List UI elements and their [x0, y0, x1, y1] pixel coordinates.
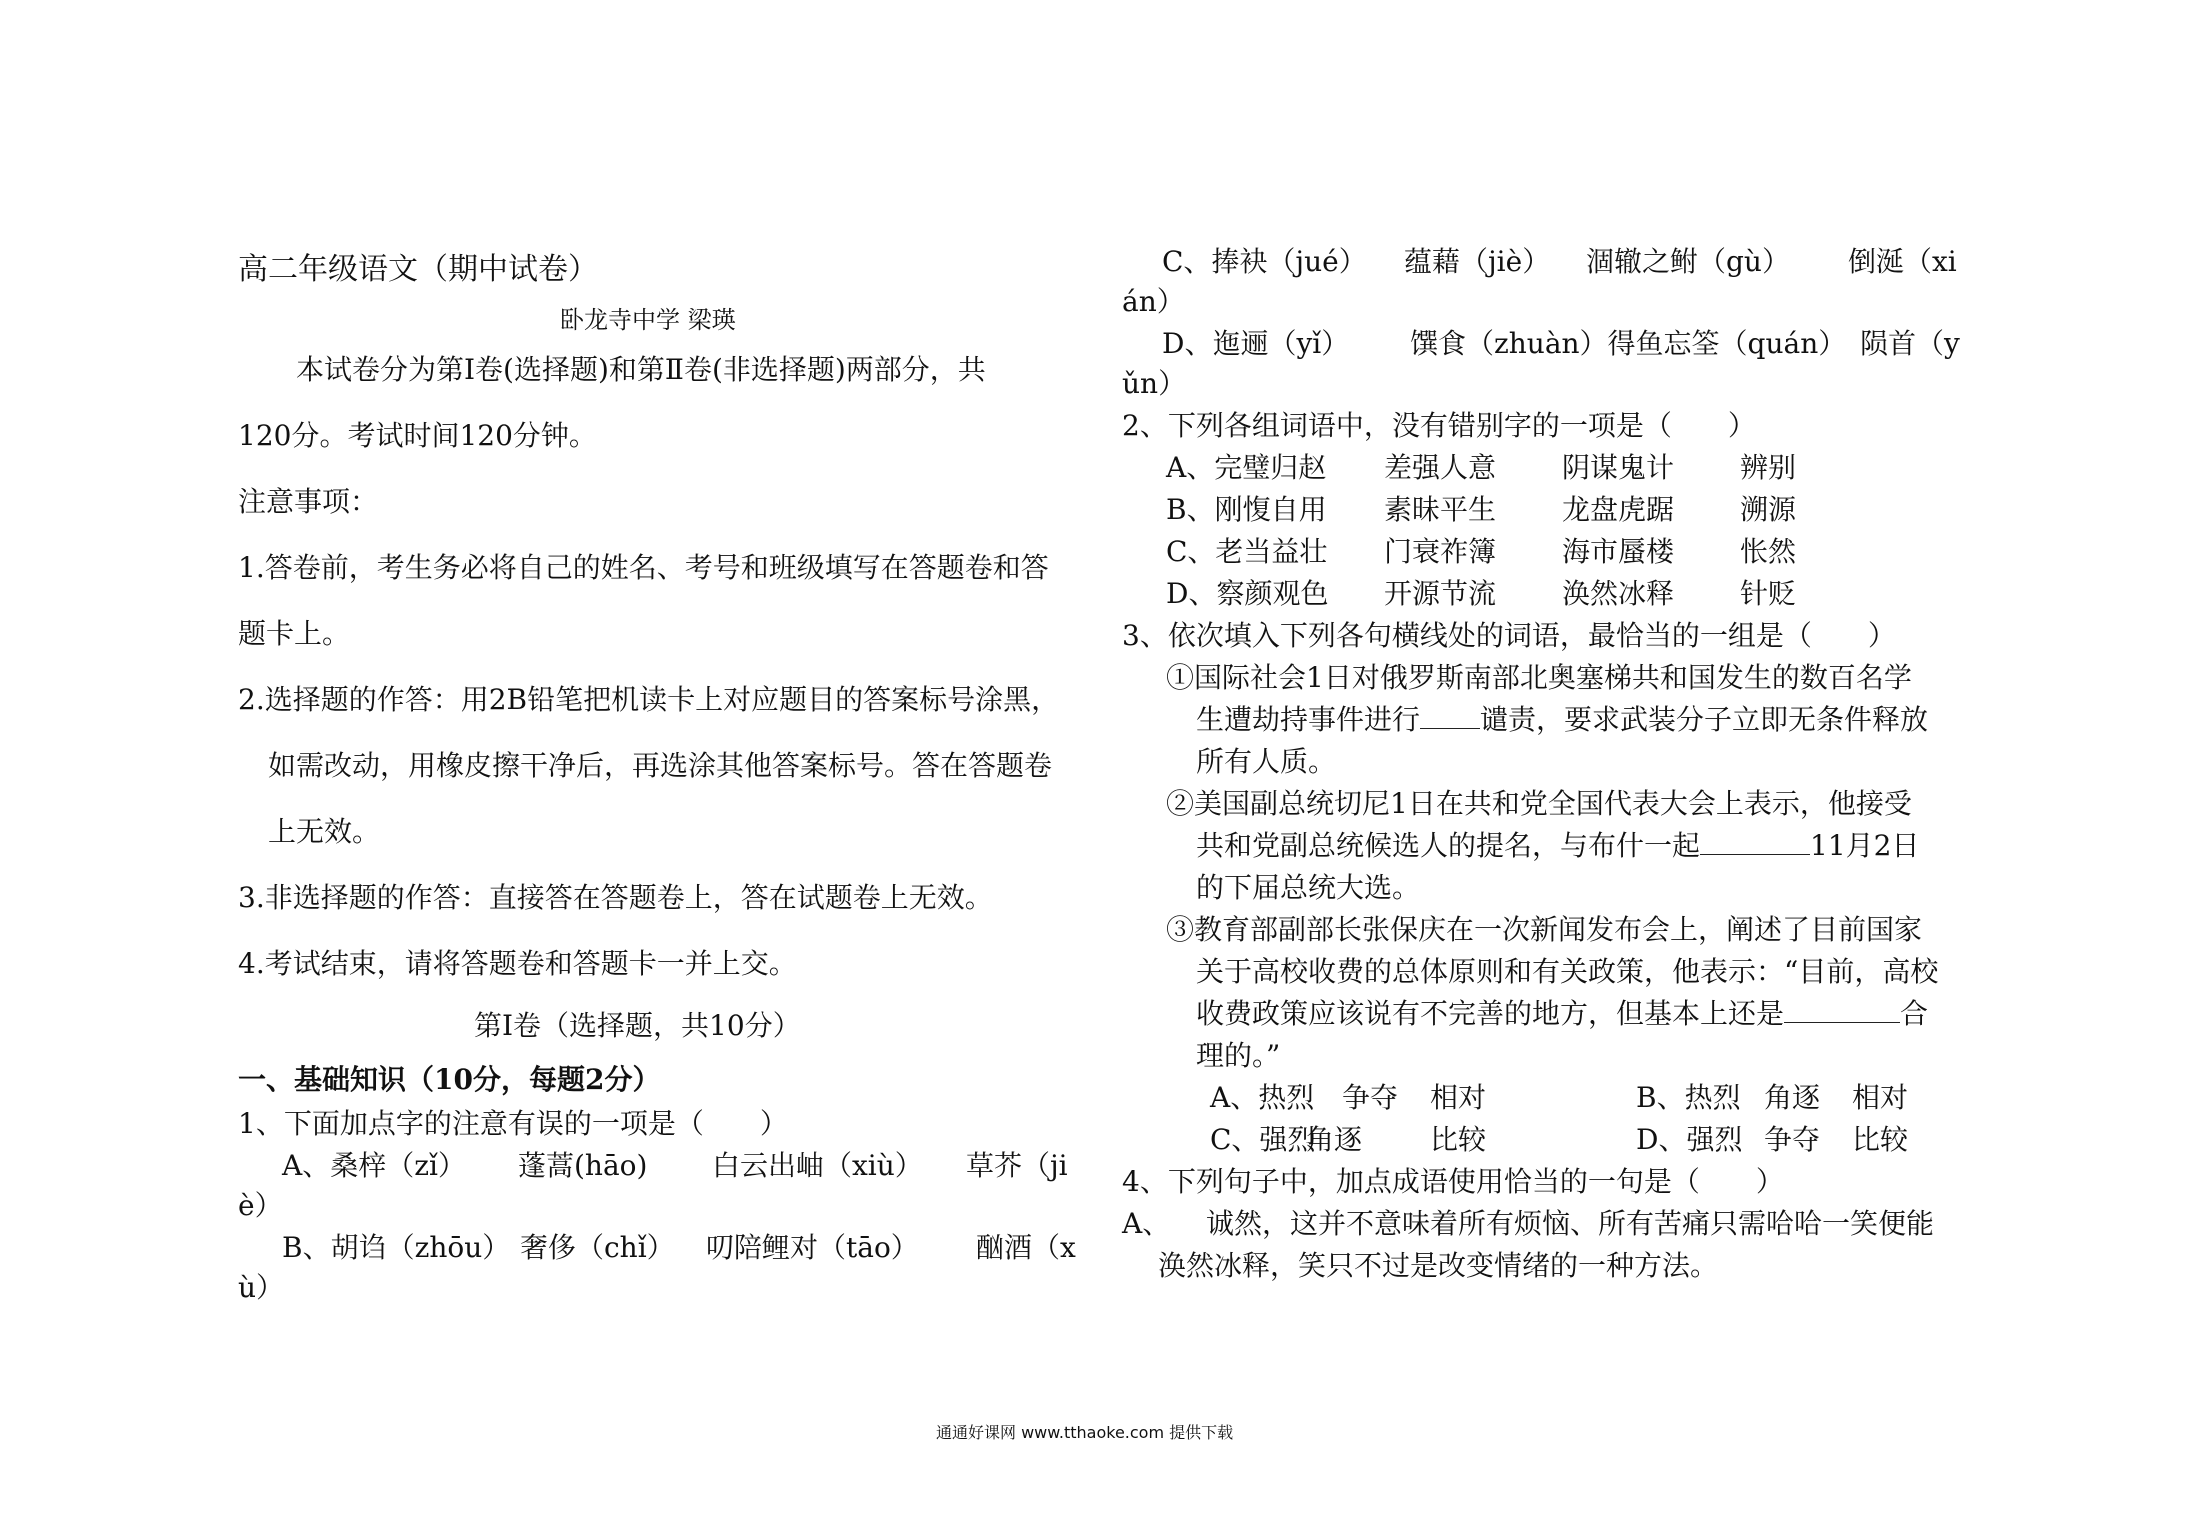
q3-opt-d-1: D、强烈: [1636, 1123, 1743, 1156]
q2-a-4: 辨别: [1740, 451, 1797, 484]
q2-d-3: 涣然冰释: [1562, 577, 1675, 610]
note-4: 4.考试结束，请将答题卷和答题卡一并上交。: [238, 947, 797, 980]
q3-s2-line-2b: 11月2日: [1810, 829, 1920, 862]
q3-opt-d-2: 争夺: [1764, 1123, 1821, 1156]
q1-option-c-2: 蕴藉（jiè）: [1404, 245, 1551, 278]
q3-s3-line-3b: 合: [1900, 997, 1929, 1030]
note-2-line-2: 如需改动，用橡皮擦干净后，再选涂其他答案标号。答在答题卷: [268, 749, 1053, 782]
answer-blank: [1784, 996, 1900, 1023]
q2-b-2: 素昧平生: [1384, 493, 1497, 526]
q4-option-a-line-1: 诚然，这并不意味着所有烦恼、所有苦痛只需哈哈一笑便能: [1206, 1207, 1935, 1240]
q3-s1-line-2: [1196, 700, 1928, 740]
q3-s3-line-3a: 收费政策应该说有不完善的地方，但基本上还是: [1196, 997, 1785, 1030]
q3-opt-a-3: 相对: [1430, 1081, 1487, 1114]
q1-option-a-4: 草芥（ji: [966, 1149, 1068, 1182]
author-line: 卧龙寺中学 梁瑛: [560, 306, 736, 334]
q1-option-c-4: 倒涎（xi: [1848, 245, 1957, 278]
q1-option-d-1: D、迤逦（yǐ）: [1162, 327, 1350, 360]
q4-option-a-line-2: 涣然冰释，笑只不过是改变情绪的一种方法。: [1158, 1249, 1719, 1282]
q2-c-1: C、老当益壮: [1166, 535, 1328, 568]
note-3: 3.非选择题的作答：直接答在答题卷上，答在试题卷上无效。: [238, 881, 993, 914]
q1-option-b-4: 酗酒（x: [976, 1231, 1076, 1264]
q2-a-3: 阴谋鬼计: [1562, 451, 1675, 484]
q1-option-a-2: 蓬蒿(hāo): [518, 1149, 648, 1182]
q3-opt-b-1: B、热烈: [1636, 1081, 1741, 1114]
q2-b-1: B、刚愎自用: [1166, 493, 1327, 526]
note-2-line-3: 上无效。: [268, 815, 381, 848]
q3-opt-a-1: A、热烈: [1210, 1081, 1315, 1114]
q2-c-2: 门衰祚簿: [1384, 535, 1497, 568]
q1-option-a-3: 白云出岫（xiù）: [712, 1149, 923, 1182]
q2-b-4: 溯源: [1740, 493, 1797, 526]
q1-stem: 1、下面加点字的注意有误的一项是（ ）: [238, 1107, 788, 1140]
part1-title: 第Ⅰ卷（选择题，共10分）: [474, 1009, 801, 1042]
q3-s1-line-3: 所有人质。: [1196, 745, 1337, 778]
q3-s1-line-2a: 生遭劫持事件进行: [1196, 703, 1421, 736]
q3-opt-b-2: 角逐: [1764, 1081, 1821, 1114]
answer-blank: [1700, 828, 1810, 855]
q4-option-a-label: A、: [1122, 1207, 1171, 1240]
q1-option-c-3: 涸辙之鲋（gù）: [1586, 245, 1790, 278]
q1-option-b-wrap: ù）: [238, 1271, 285, 1304]
page-footer: 通通好课网 www.tthaoke.com 提供下载: [936, 1423, 1234, 1442]
q3-s3-line-3: [1196, 994, 1928, 1034]
q2-c-4: 怅然: [1740, 535, 1797, 568]
q3-s3-line-2: 关于高校收费的总体原则和有关政策，他表示：“目前，高校: [1196, 955, 1939, 988]
q2-stem: 2、下列各组词语中，没有错别字的一项是（ ）: [1122, 409, 1756, 442]
q3-opt-c-3: 比较: [1430, 1123, 1487, 1156]
page-title: 高二年级语文（期中试卷）: [238, 252, 598, 287]
q3-s3-line-4: 理的。”: [1196, 1039, 1281, 1072]
notes-heading: 注意事项：: [238, 485, 379, 518]
q2-d-1: D、察颜观色: [1166, 577, 1329, 610]
note-1-line-2: 题卡上。: [238, 617, 351, 650]
q3-opt-d-3: 比较: [1852, 1123, 1909, 1156]
note-1-line-1: 1.答卷前，考生务必将自己的姓名、考号和班级填写在答题卷和答: [238, 551, 1049, 584]
q1-option-c-1: C、捧袂（jué）: [1162, 245, 1367, 278]
q3-s2-line-3: 的下届总统大选。: [1196, 871, 1421, 904]
q3-s2-line-1: ②美国副总统切尼1日在共和党全国代表大会上表示，他接受: [1166, 787, 1912, 820]
q1-option-c-wrap: án）: [1122, 285, 1185, 318]
q3-opt-a-2: 争夺: [1342, 1081, 1399, 1114]
q1-option-b-3: 叨陪鲤对（tāo）: [706, 1231, 919, 1264]
q2-c-3: 海市蜃楼: [1562, 535, 1675, 568]
q3-s1-line-1: ①国际社会1日对俄罗斯南部北奥塞梯共和国发生的数百名学: [1166, 661, 1912, 694]
q3-s1-line-2b: 谴责，要求武装分子立即无条件释放: [1480, 703, 1929, 736]
q1-option-b-2: 奢侈（chǐ）: [520, 1231, 675, 1264]
q2-d-2: 开源节流: [1384, 577, 1497, 610]
section1-title: 一、基础知识（10分，每题2分）: [238, 1063, 661, 1096]
q2-a-1: A、完璧归赵: [1166, 451, 1327, 484]
q4-stem: 4、下列句子中，加点成语使用恰当的一句是（ ）: [1122, 1165, 1784, 1198]
q2-b-3: 龙盘虎踞: [1562, 493, 1675, 526]
q3-s2-line-2: [1196, 826, 1919, 866]
q3-s2-line-2a: 共和党副总统候选人的提名，与布什一起: [1196, 829, 1701, 862]
intro-line-1: 本试卷分为第Ⅰ卷(选择题)和第Ⅱ卷(非选择题)两部分，共: [296, 353, 986, 386]
q1-option-d-wrap: ǔn）: [1122, 367, 1187, 400]
answer-blank: [1420, 702, 1480, 729]
intro-line-2: 120分。考试时间120分钟。: [238, 419, 597, 452]
q1-option-d-3: 陨首（y: [1860, 327, 1960, 360]
q2-d-4: 针贬: [1740, 577, 1797, 610]
q3-stem: 3、依次填入下列各句横线处的词语，最恰当的一组是（ ）: [1122, 619, 1896, 652]
q3-opt-c-1: C、强烈: [1210, 1123, 1316, 1156]
q1-option-d-2: 馔食（zhuàn）得鱼忘筌（quán）: [1410, 327, 1847, 360]
q3-opt-b-3: 相对: [1852, 1081, 1909, 1114]
q3-s3-line-1: ③教育部副部长张保庆在一次新闻发布会上，阐述了目前国家: [1166, 913, 1923, 946]
q1-option-a-1: A、桑梓（zǐ）: [282, 1149, 466, 1182]
q3-opt-c-2: 角逐: [1306, 1123, 1363, 1156]
note-2-line-1: 2.选择题的作答：用2B铅笔把机读卡上对应题目的答案标号涂黑，: [238, 683, 1060, 716]
q1-option-a-wrap: è）: [238, 1189, 283, 1222]
q1-option-b-1: B、胡诌（zhōu）: [282, 1231, 511, 1264]
q2-a-2: 差强人意: [1384, 451, 1497, 484]
